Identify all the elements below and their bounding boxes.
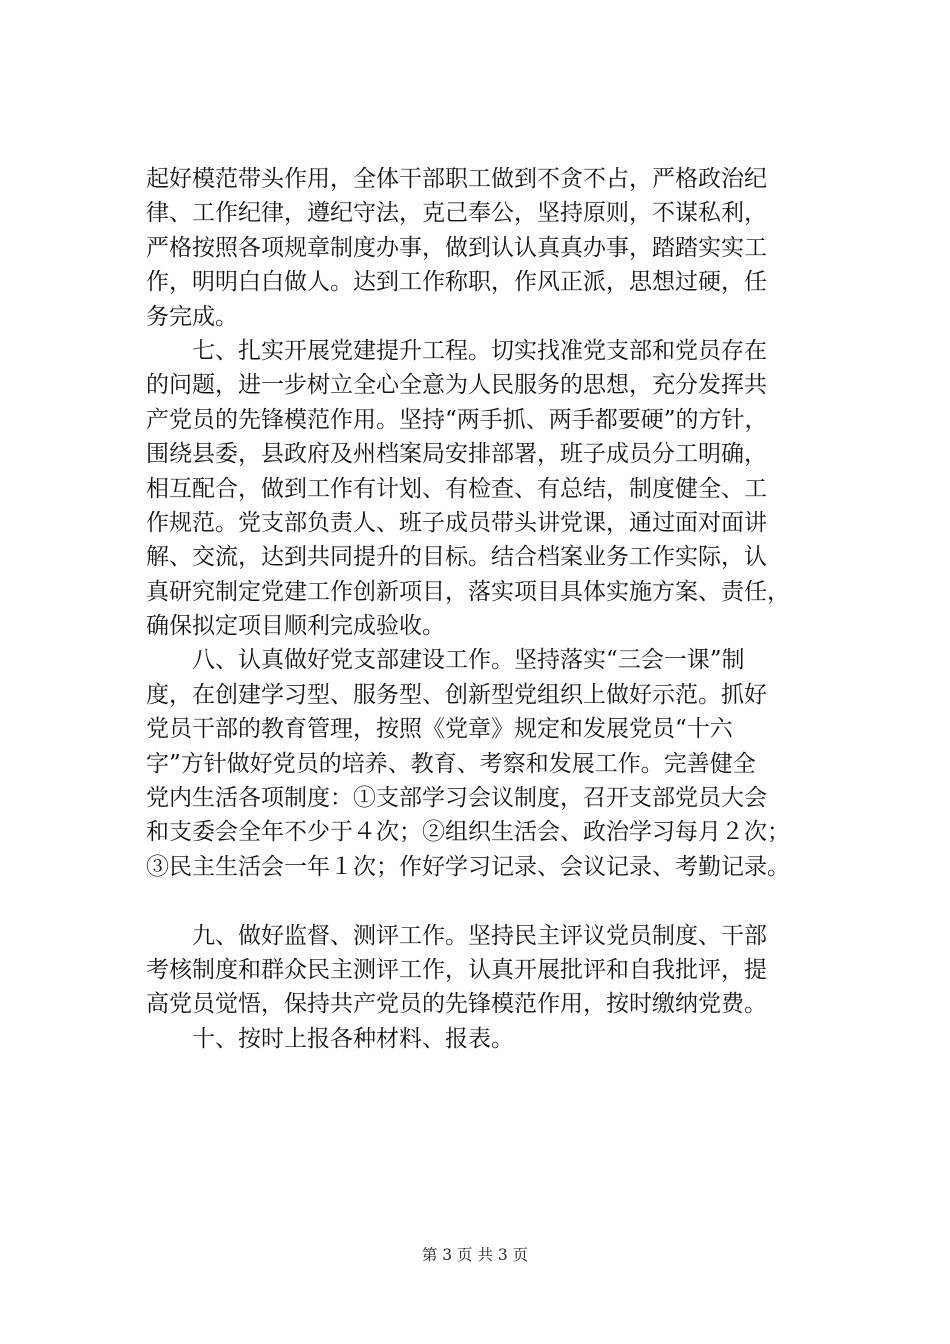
text-line: 度，在创建学习型、服务型、创新型党组织上做好示范。抓好 (146, 681, 767, 708)
text-line: 务完成。 (146, 303, 238, 330)
text-line: 围绕县委，县政府及州档案局安排部署，班子成员分工明确， (146, 441, 767, 468)
text-line: 产党员的先锋模范作用。坚持“两手抓、两手都要硬”的方针， (146, 406, 768, 433)
section-7-heading-line: 七、扎实开展党建提升工程。切实找准党支部和党员存在 (146, 337, 767, 364)
text-line: ③民主生活会一年１次；作好学习记录、会议记录、考勤记录。 (146, 853, 790, 880)
text-line: 严格按照各项规章制度办事，做到认认真真办事，踏踏实实工 (146, 234, 767, 261)
page-footer: 第 3 页 共 3 页 (421, 1246, 529, 1264)
document-body (146, 162, 846, 1056)
text-line: 确保拟定项目顺利完成验收。 (146, 613, 445, 640)
blank-line (146, 884, 846, 918)
text-line: 相互配合，做到工作有计划、有检查、有总结，制度健全、工 (146, 475, 767, 502)
text-line: 字”方针做好党员的培养、教育、考察和发展工作。完善健全 (146, 750, 756, 777)
text-line: 的问题，进一步树立全心全意为人民服务的思想，充分发挥共 (146, 372, 767, 399)
text-line: 和支委会全年不少于４次；②组织生活会、政治学习每月２次； (146, 819, 790, 846)
text-line: 律、工作纪律，遵纪守法，克己奉公，坚持原则，不谋私利， (146, 200, 767, 227)
text-line: 高党员觉悟，保持共产党员的先锋模范作用，按时缴纳党费。 (146, 991, 767, 1018)
section-9-heading-line: 九、做好监督、测评工作。坚持民主评议党员制度、干部 (146, 922, 767, 949)
text-line: 作，明明白白做人。达到工作称职，作风正派，思想过硬，任 (146, 269, 767, 296)
section-10-heading-line: 十、按时上报各种材料、报表。 (146, 1025, 514, 1052)
text-line: 真研究制定党建工作创新项目，落实项目具体实施方案、责任， (146, 578, 790, 605)
text-line: 考核制度和群众民主测评工作，认真开展批评和自我批评，提 (146, 956, 767, 983)
text-line: 作规范。党支部负责人、班子成员带头讲党课，通过面对面讲 (146, 509, 767, 536)
section-8-heading-line: 八、认真做好党支部建设工作。坚持落实“三会一课”制 (146, 647, 745, 674)
text-line: 解、交流，达到共同提升的目标。结合档案业务工作实际，认 (146, 544, 767, 571)
text-line: 党员干部的教育管理，按照《党章》规定和发展党员“十六 (146, 716, 733, 743)
text-line: 党内生活各项制度：①支部学习会议制度，召开支部党员大会 (146, 785, 767, 812)
text-line: 起好模范带头作用，全体干部职工做到不贪不占，严格政治纪 (146, 166, 767, 192)
